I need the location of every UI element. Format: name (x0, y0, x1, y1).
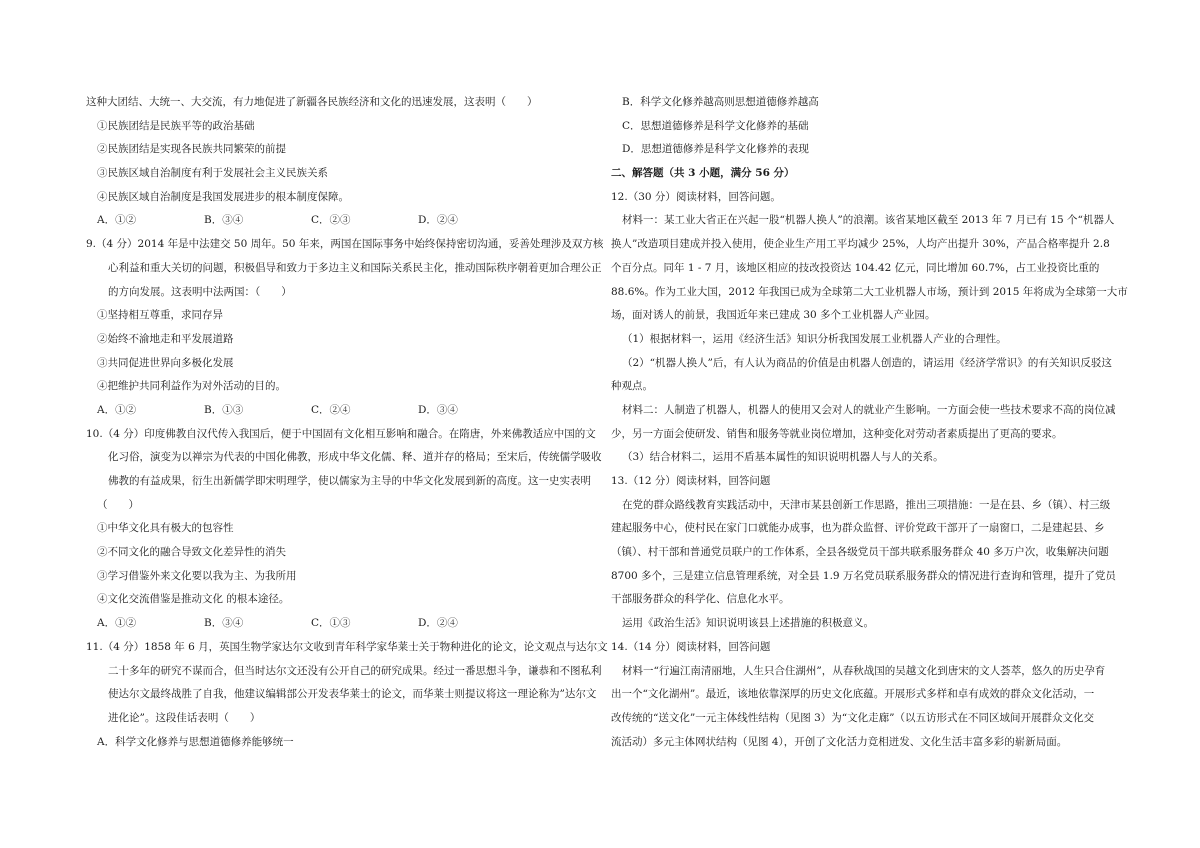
q11-option-d: D．思想道德修养是科学文化修养的表现 (622, 143, 809, 156)
q8-item-2: ②民族团结是实现各民族共同繁荣的前提 (97, 143, 286, 156)
q8-stem: 这种大团结、大统一、大交流，有力地促进了新疆各民族经济和文化的迅速发展，这表明（ ） (86, 96, 538, 108)
q9-item-1: ①坚持相互尊重，求同存异 (97, 309, 223, 322)
q11-option-c: C．思想道德修养是科学文化修养的基础 (622, 119, 809, 132)
q9-item-2: ②始终不渝地走和平发展道路 (97, 332, 234, 345)
q12-sub2-line-1: （2）“机器人换人”后，有人认为商品的价值是由机器人创造的，请运用《经济学常识》的有关知识反驳这 (622, 356, 1112, 369)
q14-header: 14.（14 分）阅读材料，回答问题 (611, 640, 771, 653)
q12-header: 12.（30 分）阅读材料，回答问题。 (611, 190, 781, 203)
q10-option-c: C．①③ (311, 617, 351, 630)
q10-line-2: 化习俗，演变为以禅宗为代表的中国化佛教，形成中华文化儒、释、道并存的格局；至宋后，传统儒学吸收 (108, 451, 602, 464)
q9-options (86, 399, 606, 423)
q9-item-3: ③共同促进世界向多极化发展 (97, 356, 234, 369)
q13-body-line-3: （镇）、村干部和普通党员联户的工作体系，全县各级党员干部共联系服务群众 40 多万户次，收集解决问题 (611, 546, 1109, 559)
q11-line-1: 11.（4 分）1858 年 6 月，英国生物学家达尔文收到青年科学家华莱士关于物种进化的论文，论文观点与达尔文 (86, 640, 608, 653)
q10-line-1: 10.（4 分）印度佛教自汉代传入我国后，便于中国固有文化相互影响和融合。在隋唐，外来佛教适应中国的文 (86, 427, 596, 440)
q14-body-line-2: 出一个“文化湖州”。最近，该地依靠深厚的历史文化底蕴。开展形式多样和卓有成效的群众文化活动，一 (611, 688, 1095, 701)
q12-material1-line-3: 个百分点。同年 1 - 7 月，该地区相应的技改投资达 104.42 亿元，同比增加 60.7%，占工业投资比重的 (611, 261, 1100, 274)
q9-option-a: A．①② (97, 403, 137, 416)
q10-item-1: ①中华文化具有极大的包容性 (97, 522, 234, 535)
q11-line-2: 二十多年的研究不谋而合，但当时达尔文还没有公开自己的研究成果。经过一番思想斗争，谦恭和不图私利 (108, 664, 602, 677)
q12-material1-line-5: 场，面对诱人的前景，我国近年来已建成 30 多个工业机器人产业园。 (611, 309, 936, 322)
q13-body-line-2: 建起服务中心，使村民在家门口就能办成事，也为群众监督、评价党政干部开了一扇窗口，二是建起县、乡 (611, 522, 1105, 535)
q12-material1-line-1: 材料一：某工业大省正在兴起一股“机器人换人”的浪潮。该省某地区截至 2013 年 7 月已有 15 个“机器人 (622, 214, 1115, 227)
q9-item-4: ④把维护共同利益作为对外活动的目的。 (97, 380, 286, 393)
q12-sub3: （3）结合材料二，运用不盾基本属性的知识说明机器人与人的关系。 (622, 451, 944, 464)
q10-item-2: ②不同文化的融合导致文化差异性的消失 (97, 546, 286, 559)
q11-option-b: B．科学文化修养越高则思想道德修养越高 (622, 96, 819, 108)
q10-option-d: D．②④ (418, 617, 458, 630)
q14-body-line-3: 改传统的“送文化”一元主体线性结构（见图 3）为“文化走廊”（以五访形式在不同区域间开展群众文化交 (611, 711, 1094, 724)
q8-item-4: ④民族区域自治制度是我国发展进步的根本制度保障。 (97, 190, 349, 203)
q12-material2-line-1: 材料二：人制造了机器人，机器人的使用又会对人的就业产生影响。一方面会使一些技术要求不高的岗位减 (622, 403, 1116, 416)
right-column (611, 91, 1131, 754)
q8-option-c: C．②③ (311, 214, 351, 227)
q13-body-line-1: 在党的群众路线教育实践活动中，天津市某县创新工作思路，推出三项措施：一是在县、乡（镇）、村三级 (622, 498, 1111, 511)
q11-option-a: A．科学文化修养与思想道德修养能够统一 (97, 735, 294, 748)
q12-material1-line-2: 换人”改造项目建成并投入使用，使企业生产用工平均减少 25%，人均产出提升 30%，产品合格率提升 2.8 (611, 238, 1110, 251)
q13-body-line-5: 干部服务群众的科学化、信息化水平。 (611, 593, 790, 606)
q9-line-1: 9.（4 分）2014 年是中法建交 50 周年。50 年来，两国在国际事务中始终保持密切沟通，妥善处理涉及双方核 (86, 238, 604, 251)
q13-question: 运用《政治生活》知识说明该县上述措施的积极意义。 (622, 617, 874, 630)
q8-option-a: A．①② (97, 214, 137, 227)
q9-line-3: 的方向发展。这表明中法两国：（ ） (108, 285, 292, 298)
q13-body-line-4: 8700 多个，三是建立信息管理系统，对全县 1.9 万名党员联系服务群众的情况进行查询和管理，提升了党员 (611, 569, 1116, 582)
q10-item-4: ④文化交流借鉴是推动文化 的根本途径。 (97, 593, 290, 606)
q13-header: 13.（12 分）阅读材料，回答问题 (611, 475, 771, 487)
q12-material2-line-2: 少，另一方面会使研发、销售和服务等就业岗位增加，这种变化对劳动者素质提出了更高的要求。 (611, 427, 1063, 440)
q11-line-4: 进化论”。这段佳话表明（ ） (108, 711, 261, 724)
q14-body-line-1: 材料一“行遍江南清丽地，人生只合住湖州”，从春秋战国的吴越文化到唐宋的文人荟萃，悠久的历史孕育 (622, 664, 1106, 677)
q9-option-d: D．③④ (418, 403, 458, 416)
q8-item-1: ①民族团结是民族平等的政治基础 (97, 119, 255, 132)
q9-option-c: C．②④ (311, 403, 351, 416)
left-column (86, 91, 606, 754)
q9-option-b: B．①③ (204, 403, 244, 416)
section-title: 二、解答题（共 3 小题，满分 56 分） (611, 167, 795, 180)
q9-line-2: 心利益和重大关切的问题，积极倡导和致力于多边主义和国际关系民主化，推动国际秩序朝着更加合理公正 (108, 261, 602, 274)
q8-option-b: B．③④ (204, 214, 244, 227)
q10-line-3: 佛教的有益成果，衍生出新儒学即宋明理学，使以儒家为主导的中华文化发展到新的高度。这一史实表明 (108, 475, 591, 487)
q12-sub1: （1）根据材料一，运用《经济生活》知识分析我国发展工业机器人产业的合理性。 (622, 332, 1007, 345)
q8-options (86, 209, 606, 233)
q8-item-3: ③民族区域自治制度有利于发展社会主义民族关系 (97, 167, 328, 180)
q10-option-a: A．①② (97, 617, 137, 630)
q10-line-4: （ ） (97, 498, 139, 511)
q11-line-3: 使达尔文最终战胜了自我，他建议编辑部公开发表华莱士的论文，而华莱士则提议将这一理论称为”达尔文 (108, 688, 597, 701)
q14-body-line-4: 流活动）多元主体网状结构（见图 4），开创了文化活力竞相迸发、文化生活丰富多彩的崭新局面。 (611, 735, 1068, 748)
q10-options (86, 612, 606, 636)
q12-material1-line-4: 88.6%。作为工业大国，2012 年我国已成为全球第二大工业机器人市场，预计到 2015 年将成为全球第一大市 (611, 285, 1128, 298)
q10-item-3: ③学习借鉴外来文化要以我为主、为我所用 (97, 569, 297, 582)
q10-option-b: B．③④ (204, 617, 244, 630)
q12-sub2-line-2: 种观点。 (611, 380, 653, 393)
q8-option-d: D．②④ (418, 214, 458, 227)
